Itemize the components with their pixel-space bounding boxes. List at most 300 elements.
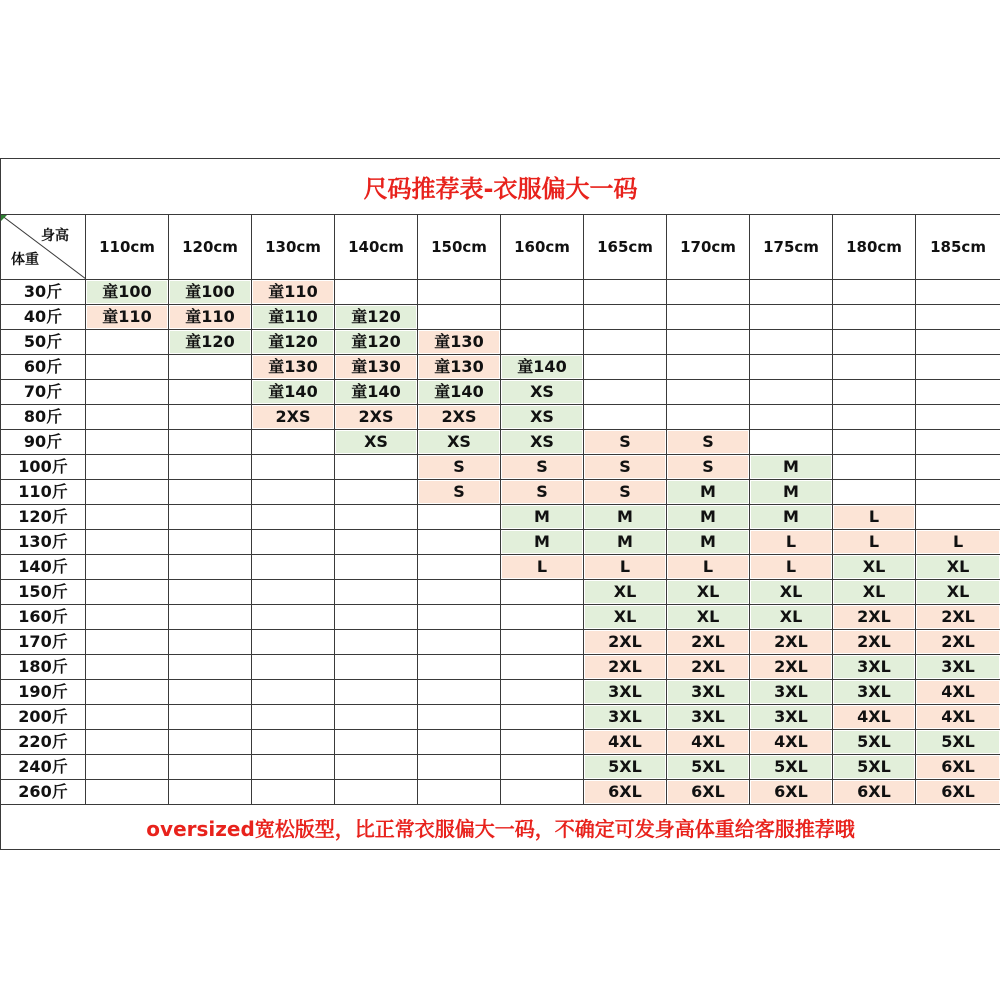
size-cell [750,380,833,405]
size-cell [252,730,335,755]
size-cell [916,730,1000,755]
height-header: 150cm [418,215,501,280]
size-value: M [668,506,748,528]
size-value: 童140 [419,381,499,403]
size-cell [252,630,335,655]
size-cell [584,405,667,430]
weight-label: 170斤 [1,630,86,655]
weight-label: 180斤 [1,655,86,680]
size-cell [418,580,501,605]
size-cell [418,530,501,555]
size-cell [335,705,418,730]
size-cell [169,280,252,305]
size-cell [584,655,667,680]
size-cell [584,355,667,380]
size-cell [418,705,501,730]
table-row [1,430,1000,455]
size-cell [86,780,169,805]
size-cell [584,430,667,455]
size-cell [335,730,418,755]
weight-label: 150斤 [1,580,86,605]
size-cell [335,355,418,380]
size-cell [169,780,252,805]
weight-label: 80斤 [1,405,86,430]
size-cell [501,680,584,705]
size-cell [667,405,750,430]
size-value: 童100 [170,281,250,303]
size-value: 2XL [917,606,999,628]
size-cell [169,580,252,605]
size-cell [86,280,169,305]
size-cell [750,680,833,705]
size-cell [335,405,418,430]
size-value: 童110 [253,306,333,328]
size-cell [86,355,169,380]
size-value: S [502,481,582,503]
size-cell [750,730,833,755]
size-cell [335,555,418,580]
size-value: M [668,531,748,553]
height-header: 140cm [335,215,418,280]
size-cell [667,530,750,555]
size-value: M [751,456,831,478]
size-cell [335,630,418,655]
size-cell [833,780,916,805]
size-cell [335,780,418,805]
size-cell [86,605,169,630]
size-cell [169,305,252,330]
table-row [1,730,1000,755]
chart-title: 尺码推荐表-衣服偏大一码 [1,159,1000,215]
size-cell [833,605,916,630]
size-value: 4XL [751,731,831,753]
size-cell [335,305,418,330]
size-cell [916,330,1000,355]
size-cell [169,555,252,580]
size-cell [667,730,750,755]
size-cell [418,280,501,305]
size-value: L [917,531,999,553]
size-value: 5XL [751,756,831,778]
size-cell [833,530,916,555]
size-cell [584,780,667,805]
size-value: XL [751,606,831,628]
height-header: 175cm [750,215,833,280]
size-cell [335,605,418,630]
size-cell [501,405,584,430]
size-cell [750,780,833,805]
size-cell [335,430,418,455]
height-header: 120cm [169,215,252,280]
height-header: 130cm [252,215,335,280]
size-value: 2XL [668,656,748,678]
size-value: 童100 [87,281,167,303]
height-header: 170cm [667,215,750,280]
size-cell [833,280,916,305]
table-row [1,280,1000,305]
size-cell [750,655,833,680]
size-cell [252,505,335,530]
size-cell [750,455,833,480]
size-cell [584,730,667,755]
size-cell [584,505,667,530]
size-value: XL [585,606,665,628]
size-value: M [668,481,748,503]
size-value: 2XS [419,406,499,428]
size-cell [584,330,667,355]
table-row [1,755,1000,780]
size-cell [833,505,916,530]
size-value: 6XL [585,781,665,803]
size-value: 3XL [668,706,748,728]
weight-label: 260斤 [1,780,86,805]
size-cell [252,405,335,430]
size-cell [501,280,584,305]
size-value: 2XL [751,631,831,653]
size-cell [667,605,750,630]
size-cell [418,605,501,630]
size-cell [584,630,667,655]
weight-label: 140斤 [1,555,86,580]
size-cell [252,755,335,780]
size-cell [916,555,1000,580]
size-cell [418,780,501,805]
size-cell [501,705,584,730]
size-cell [833,680,916,705]
size-cell [169,430,252,455]
size-cell [335,530,418,555]
size-cell [750,405,833,430]
size-cell [335,680,418,705]
table-row [1,355,1000,380]
size-value: XL [917,581,999,603]
size-value: 6XL [917,781,999,803]
size-cell [501,755,584,780]
size-value: XS [502,406,582,428]
size-cell [86,655,169,680]
size-cell [833,405,916,430]
size-value: 5XL [585,756,665,778]
size-cell [750,580,833,605]
size-cell [584,380,667,405]
size-cell [335,580,418,605]
size-value: 3XL [585,706,665,728]
weight-label: 160斤 [1,605,86,630]
footer-note: oversized宽松版型，比正常衣服偏大一码，不确定可发身高体重给客服推荐哦 [1,805,1000,850]
size-cell [584,305,667,330]
size-cell [335,330,418,355]
size-value: 童110 [87,306,167,328]
size-value: 2XS [253,406,333,428]
size-cell [750,605,833,630]
size-cell [86,755,169,780]
size-value: 4XL [585,731,665,753]
size-value: 3XL [917,656,999,678]
size-cell [252,705,335,730]
size-cell [667,705,750,730]
size-cell [584,680,667,705]
size-value: 童110 [170,306,250,328]
size-cell [750,330,833,355]
size-cell [667,280,750,305]
size-cell [252,280,335,305]
size-cell [252,555,335,580]
size-cell [252,380,335,405]
size-cell [86,580,169,605]
size-cell [418,455,501,480]
size-value: 童130 [253,356,333,378]
size-cell [501,330,584,355]
table-row [1,555,1000,580]
size-chart [0,158,1000,841]
table-row [1,605,1000,630]
size-cell [86,430,169,455]
size-value: S [419,481,499,503]
weight-label: 40斤 [1,305,86,330]
size-cell [667,330,750,355]
size-cell [169,755,252,780]
weight-label: 30斤 [1,280,86,305]
size-value: XL [834,556,914,578]
size-cell [335,455,418,480]
size-cell [169,405,252,430]
size-cell [667,580,750,605]
size-value: 童120 [336,331,416,353]
size-cell [501,605,584,630]
size-cell [252,530,335,555]
size-value: L [834,506,914,528]
weight-axis-label: 体重 [11,252,39,268]
weight-label: 120斤 [1,505,86,530]
size-value: 童120 [170,331,250,353]
size-cell [86,480,169,505]
size-cell [667,505,750,530]
size-value: S [585,481,665,503]
size-cell [501,355,584,380]
size-cell [750,305,833,330]
size-cell [584,605,667,630]
size-cell [833,705,916,730]
size-value: 3XL [585,681,665,703]
height-header: 110cm [86,215,169,280]
size-cell [584,555,667,580]
size-cell [750,505,833,530]
size-cell [584,280,667,305]
size-cell [86,405,169,430]
size-value: 2XL [585,631,665,653]
size-cell [86,330,169,355]
size-value: XL [917,556,999,578]
size-value: XL [834,581,914,603]
size-cell [86,555,169,580]
size-value: 6XL [751,781,831,803]
size-cell [750,555,833,580]
size-value: 2XS [336,406,416,428]
weight-label: 70斤 [1,380,86,405]
size-cell [418,305,501,330]
size-cell [418,755,501,780]
size-value: 童130 [419,331,499,353]
size-value: 5XL [917,731,999,753]
size-cell [833,480,916,505]
size-cell [916,380,1000,405]
size-value: 5XL [834,756,914,778]
size-cell [86,505,169,530]
size-cell [916,630,1000,655]
size-value: 4XL [917,681,999,703]
size-cell [86,705,169,730]
size-cell [501,730,584,755]
corner-header [1,215,86,280]
size-cell [916,580,1000,605]
size-value: L [668,556,748,578]
size-value: L [834,531,914,553]
size-value: L [585,556,665,578]
size-value: 6XL [834,781,914,803]
size-value: XS [336,431,416,453]
size-cell [667,305,750,330]
size-cell [667,555,750,580]
size-value: L [751,531,831,553]
size-cell [418,330,501,355]
size-cell [667,755,750,780]
table-row [1,680,1000,705]
size-cell [335,505,418,530]
size-value: M [502,531,582,553]
size-cell [501,630,584,655]
size-cell [252,655,335,680]
size-cell [833,455,916,480]
size-cell [169,730,252,755]
size-cell [916,505,1000,530]
size-value: 童110 [253,281,333,303]
size-value: 童140 [502,356,582,378]
size-cell [750,705,833,730]
size-value: XL [751,581,831,603]
size-value: 3XL [751,706,831,728]
size-cell [833,755,916,780]
size-value: 5XL [834,731,914,753]
height-header: 160cm [501,215,584,280]
size-cell [418,730,501,755]
size-cell [833,730,916,755]
size-cell [916,305,1000,330]
size-cell [418,630,501,655]
table-row [1,505,1000,530]
size-cell [252,305,335,330]
size-cell [667,480,750,505]
height-header: 165cm [584,215,667,280]
size-cell [584,580,667,605]
height-header: 185cm [916,215,1000,280]
size-cell [916,705,1000,730]
weight-label: 190斤 [1,680,86,705]
size-value: 4XL [834,706,914,728]
weight-label: 90斤 [1,430,86,455]
size-cell [252,605,335,630]
size-cell [335,480,418,505]
size-cell [501,455,584,480]
size-value: XS [502,431,582,453]
size-cell [584,480,667,505]
size-cell [916,480,1000,505]
size-value: 3XL [668,681,748,703]
size-value: 2XL [917,631,999,653]
size-cell [750,630,833,655]
weight-label: 200斤 [1,705,86,730]
size-value: XL [585,581,665,603]
size-cell [418,480,501,505]
weight-label: 240斤 [1,755,86,780]
size-cell [418,505,501,530]
size-value: S [502,456,582,478]
size-value: 童140 [336,381,416,403]
size-cell [501,380,584,405]
size-cell [169,330,252,355]
size-value: 2XL [751,656,831,678]
size-cell [667,655,750,680]
size-cell [252,480,335,505]
size-cell [501,580,584,605]
size-table [0,158,1000,850]
table-row [1,530,1000,555]
size-value: 3XL [751,681,831,703]
size-cell [86,730,169,755]
size-cell [335,380,418,405]
weight-label: 110斤 [1,480,86,505]
table-row [1,330,1000,355]
size-cell [86,630,169,655]
size-cell [169,705,252,730]
size-cell [916,530,1000,555]
size-cell [750,430,833,455]
size-cell [418,405,501,430]
table-row [1,380,1000,405]
size-cell [501,505,584,530]
size-cell [667,455,750,480]
size-cell [501,430,584,455]
size-cell [916,755,1000,780]
size-cell [916,355,1000,380]
size-cell [916,455,1000,480]
size-value: S [419,456,499,478]
size-cell [86,680,169,705]
weight-label: 60斤 [1,355,86,380]
size-cell [750,480,833,505]
size-cell [667,380,750,405]
size-cell [750,355,833,380]
size-cell [584,455,667,480]
size-cell [252,330,335,355]
size-cell [833,305,916,330]
size-cell [169,480,252,505]
size-value: M [502,506,582,528]
size-cell [833,355,916,380]
size-value: XS [419,431,499,453]
table-row [1,480,1000,505]
size-cell [169,680,252,705]
weight-label: 220斤 [1,730,86,755]
size-value: M [585,531,665,553]
size-value: 2XL [668,631,748,653]
size-value: XL [668,581,748,603]
size-cell [916,780,1000,805]
size-cell [584,705,667,730]
size-value: M [751,481,831,503]
size-value: XL [668,606,748,628]
size-cell [667,680,750,705]
size-cell [833,580,916,605]
